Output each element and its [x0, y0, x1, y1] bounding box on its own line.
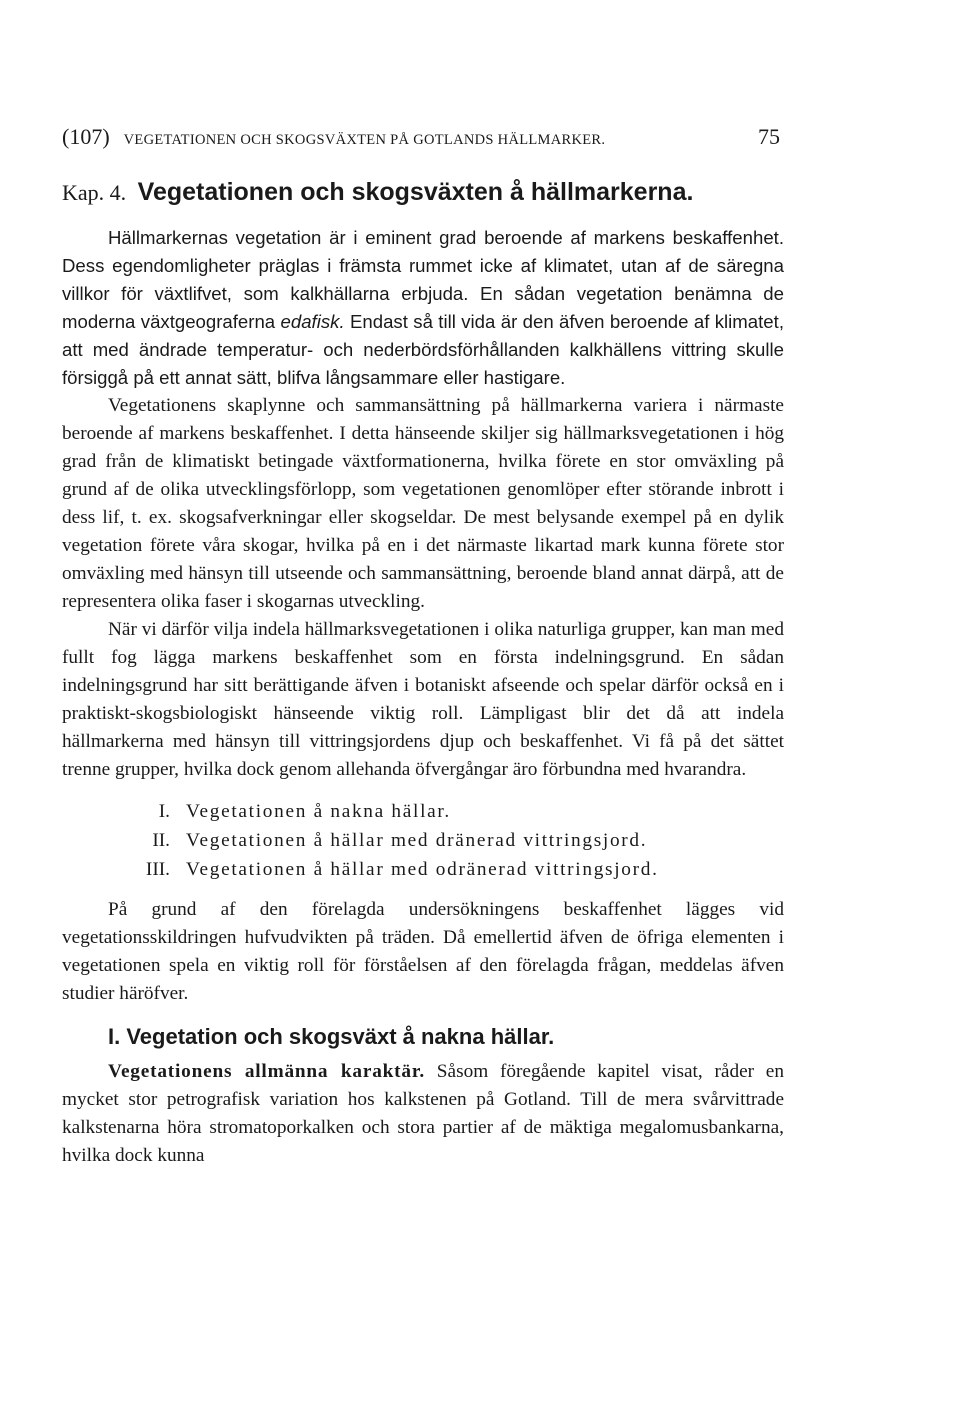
- paragraph: [62, 1058, 784, 1170]
- list-label: Vegetationen å nakna hällar.: [186, 801, 451, 822]
- list-item: [62, 797, 784, 826]
- paragraph: [62, 224, 784, 392]
- chapter-label: Kap. 4.: [62, 180, 127, 205]
- section-heading: I. Vegetation och skogsväxt å nakna hällar.: [108, 1024, 555, 1049]
- running-title: VEGETATIONEN OCH SKOGSVÄXTEN PÅ GOTLANDS HÄLLMARKER.: [123, 132, 606, 148]
- running-header: [62, 124, 780, 150]
- list-label: Vegetationen å hällar med dränerad vittringsjord.: [186, 830, 648, 851]
- paragraph: Vegetationens skaplynne och sammansättning på hällmarkerna variera i närmaste beroende af markens beskaffenhet. I detta hänseende skiljer sig hällmarksvegetationen i hög grad från de klimatiskt betingade växtformationerna, hvilka förete en stor omväxling på grund af de olika utvecklingsförlopp, som vegetationen genomlöper efter störande inbrott i dess lif, t. ex. skogsafverkningar eller skogseldar. De mest belysande exempel på en dylik vegetation förete våra skogar, hvilka på en i det närmaste likartad mark kunna förete stor omväxling med hänsyn till utseende och sammansättning, beroende bland annat därpå, att de representera olika faser i skogarnas utveckling.: [62, 395, 784, 612]
- list-numeral: I.: [158, 801, 170, 822]
- chapter-heading: [62, 180, 822, 205]
- group-list: [62, 797, 784, 884]
- page-number-right: 75: [758, 124, 780, 149]
- paragraph-text: Såsom föregående kapitel visat, råder en mycket stor petrografisk variation hos kalkstenen på Gotland. Till de mera svårvittrade kalkstenarna höra stromatoporkalken och stora partier af de mäktiga megalomusbankarna, hvilka dock kunna: [62, 1061, 784, 1166]
- list-numeral: II.: [152, 830, 170, 851]
- body-text: [62, 224, 784, 1170]
- list-item: [62, 826, 784, 855]
- paragraph: När vi därför vilja indela hällmarksvegetationen i olika naturliga grupper, kan man med fullt fog lägga markens beskaffenhet som en första indelningsgrund. En sådan indelningsgrund har sitt berättigande äfven i botaniskt afseende och spelar därför också en i praktiskt-skogsbiologiskt hänseende viktig roll. Lämpligast blir det då att indela hällmarkerna med hänsyn till vittringsjordens djup och beskaffenhet. Vi få på det sättet trenne grupper, hvilka dock genom allehanda öfvergångar äro förbundna med hvarandra.: [62, 619, 784, 780]
- list-label: Vegetationen å hällar med odränerad vittringsjord.: [186, 859, 659, 880]
- paragraph-text: Hällmarkernas vegetation är i eminent grad beroende af markens beskaffenhet. Dess egendomligheter präglas i främsta rummet icke af klimatet, utan af de säregna villkor för växtlifvet, som kalkhällarna erbjuda. En sådan vegetation benämna de moderna växtgeograferna: [62, 227, 784, 332]
- emphasis-term: edafisk.: [280, 311, 345, 332]
- paragraph-text: Endast så till vida är den äfven beroende af klimatet, att med ändrade temperatur- och nederbördsförhållanden kalkhällens vittring skulle försiggå på ett annat sätt, blifva långsammare eller hastigare.: [62, 311, 784, 388]
- subsection-heading: Vegetationens allmänna karaktär.: [108, 1061, 426, 1082]
- list-numeral: III.: [145, 859, 170, 880]
- paragraph: På grund af den förelagda undersökningens beskaffenhet lägges vid vegetationsskildringen hufvudvikten på träden. Då emellertid äfven de öfriga elementen i vegetationen spela en viktig roll för förståelsen af den förelagda frågan, meddelas äfven studier häröfver.: [62, 899, 784, 1004]
- list-item: [62, 855, 784, 884]
- chapter-title: Vegetationen och skogsväxten å hällmarkerna.: [137, 178, 694, 206]
- page-number-left: (107): [62, 124, 110, 149]
